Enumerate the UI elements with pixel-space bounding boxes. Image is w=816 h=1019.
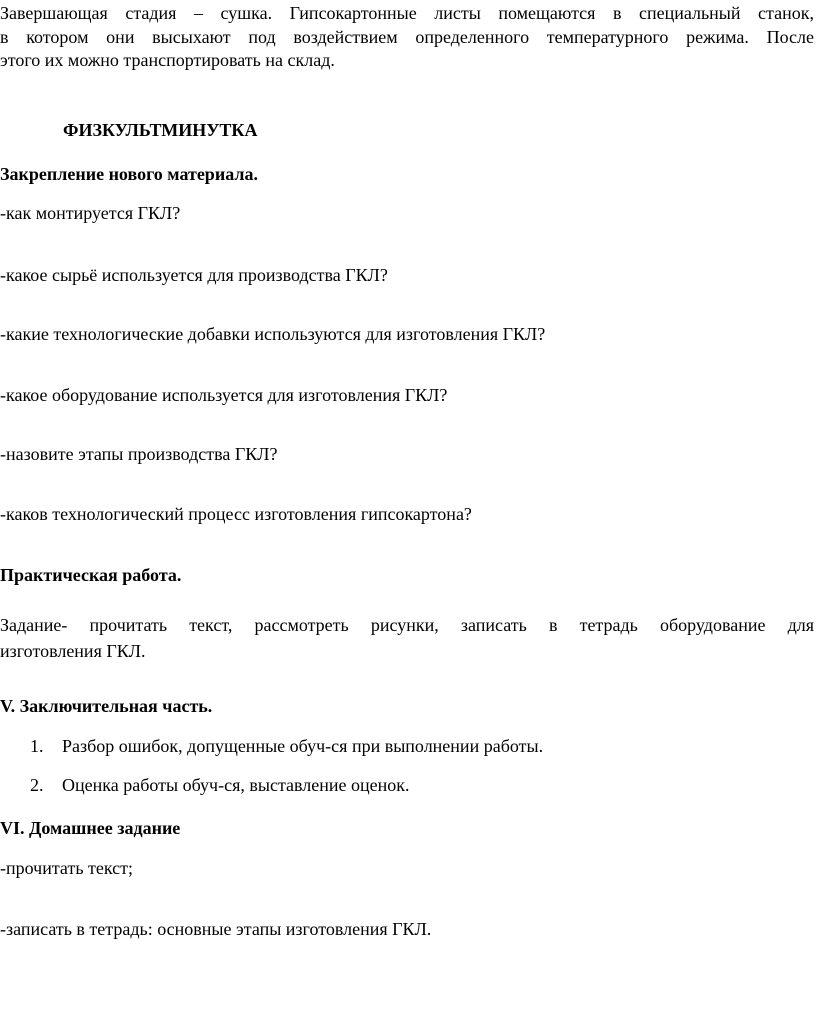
task-line: Задание- прочитать текст, рассмотреть рисунки, записать в тетрадь оборудование для bbox=[0, 615, 814, 635]
intro-paragraph bbox=[0, 2, 814, 73]
intro-line: Завершающая стадия – сушка. Гипсокартонные листы помещаются в специальный станок, bbox=[0, 3, 814, 23]
practical-task bbox=[0, 614, 814, 664]
question-item: -какие технологические добавки используются для изготовления ГКЛ? bbox=[0, 324, 546, 344]
list-number: 1. bbox=[30, 736, 44, 756]
question-item: -каков технологический процесс изготовления гипсокартона? bbox=[0, 504, 472, 524]
question-item: -какое сырьё используется для производства ГКЛ? bbox=[0, 265, 388, 285]
consolidation-heading: Закрепление нового материала. bbox=[0, 164, 258, 184]
intro-line: этого их можно транспортировать на склад. bbox=[0, 50, 335, 70]
list-text: Разбор ошибок, допущенные обуч-ся при выполнении работы. bbox=[62, 736, 544, 756]
question-item: -какое оборудование используется для изготовления ГКЛ? bbox=[0, 385, 448, 405]
homework-heading: VI. Домашнее задание bbox=[0, 818, 181, 838]
final-part-heading: V. Заключительная часть. bbox=[0, 696, 213, 716]
list-text: Оценка работы обуч-ся, выставление оценок. bbox=[62, 775, 410, 795]
intro-line: в котором они высыхают под воздействием определенного температурного режима. После bbox=[0, 27, 814, 47]
list-item bbox=[0, 774, 700, 798]
homework-item: -прочитать текст; bbox=[0, 858, 134, 878]
homework-item: -записать в тетрадь: основные этапы изготовления ГКЛ. bbox=[0, 919, 432, 939]
question-item: -как монтируется ГКЛ? bbox=[0, 203, 181, 223]
list-item bbox=[0, 735, 700, 759]
fizkult-heading: ФИЗКУЛЬТМИНУТКА bbox=[63, 120, 258, 140]
task-line: изготовления ГКЛ. bbox=[0, 641, 146, 661]
list-number: 2. bbox=[30, 775, 44, 795]
practical-heading: Практическая работа. bbox=[0, 565, 182, 585]
question-item: -назовите этапы производства ГКЛ? bbox=[0, 444, 278, 464]
